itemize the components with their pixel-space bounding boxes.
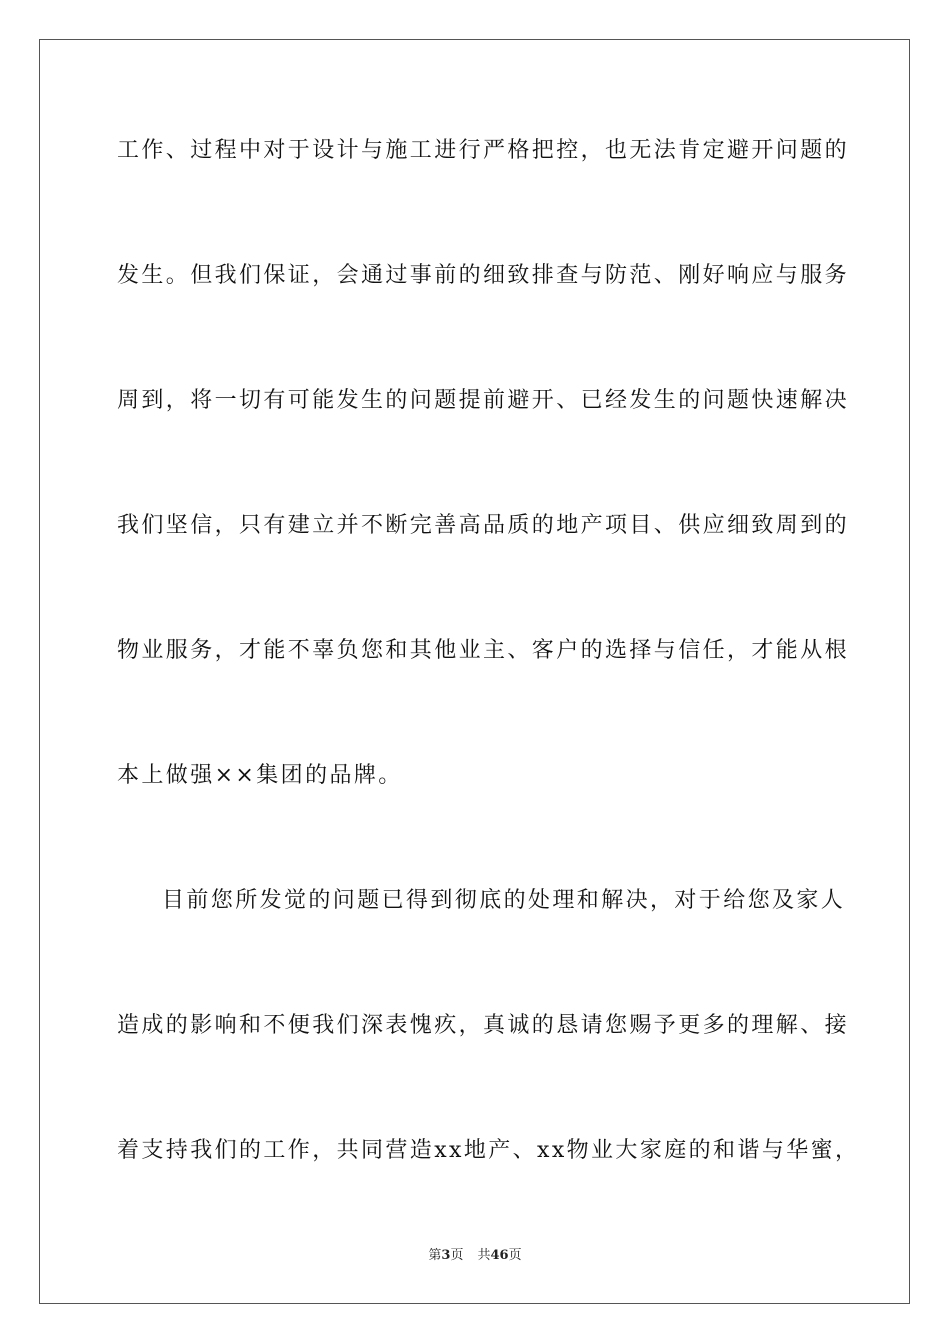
footer-page-prefix: 第	[428, 1248, 442, 1263]
footer-total-suffix: 页	[508, 1248, 522, 1263]
body-line-4: 我们坚信，只有建立并不断完善高品质的地产项目、供应细致周到的	[117, 513, 850, 538]
body-line-3: 周到，将一切有可能发生的问题提前避开、已经发生的问题快速解决	[117, 388, 850, 413]
body-line-2: 发生。但我们保证，会通过事前的细致排查与防范、刚好响应与服务	[117, 263, 850, 288]
footer-page-number: 3	[441, 1248, 451, 1263]
body-line-8: 造成的影响和不便我们深表愧疚，真诚的恳请您赐予更多的理解、接	[117, 1013, 850, 1038]
page-border	[39, 39, 910, 1304]
body-line-5: 物业服务，才能不辜负您和其他业主、客户的选择与信任，才能从根	[117, 638, 850, 663]
body-line-6: 本上做强××集团的品牌。	[117, 763, 403, 788]
body-line-9: 着支持我们的工作，共同营造xx地产、xx物业大家庭的和谐与华蜜，	[117, 1138, 860, 1163]
footer-page-suffix: 页	[450, 1248, 464, 1263]
body-line-1: 工作、过程中对于设计与施工进行严格把控，也无法肯定避开问题的	[117, 138, 850, 163]
page-footer	[0, 1247, 950, 1265]
footer-total-number: 46	[490, 1248, 509, 1263]
body-line-7-paragraph-start: 目前您所发觉的问题已得到彻底的处理和解决，对于给您及家人	[162, 888, 846, 913]
footer-total-prefix: 共	[477, 1248, 491, 1263]
